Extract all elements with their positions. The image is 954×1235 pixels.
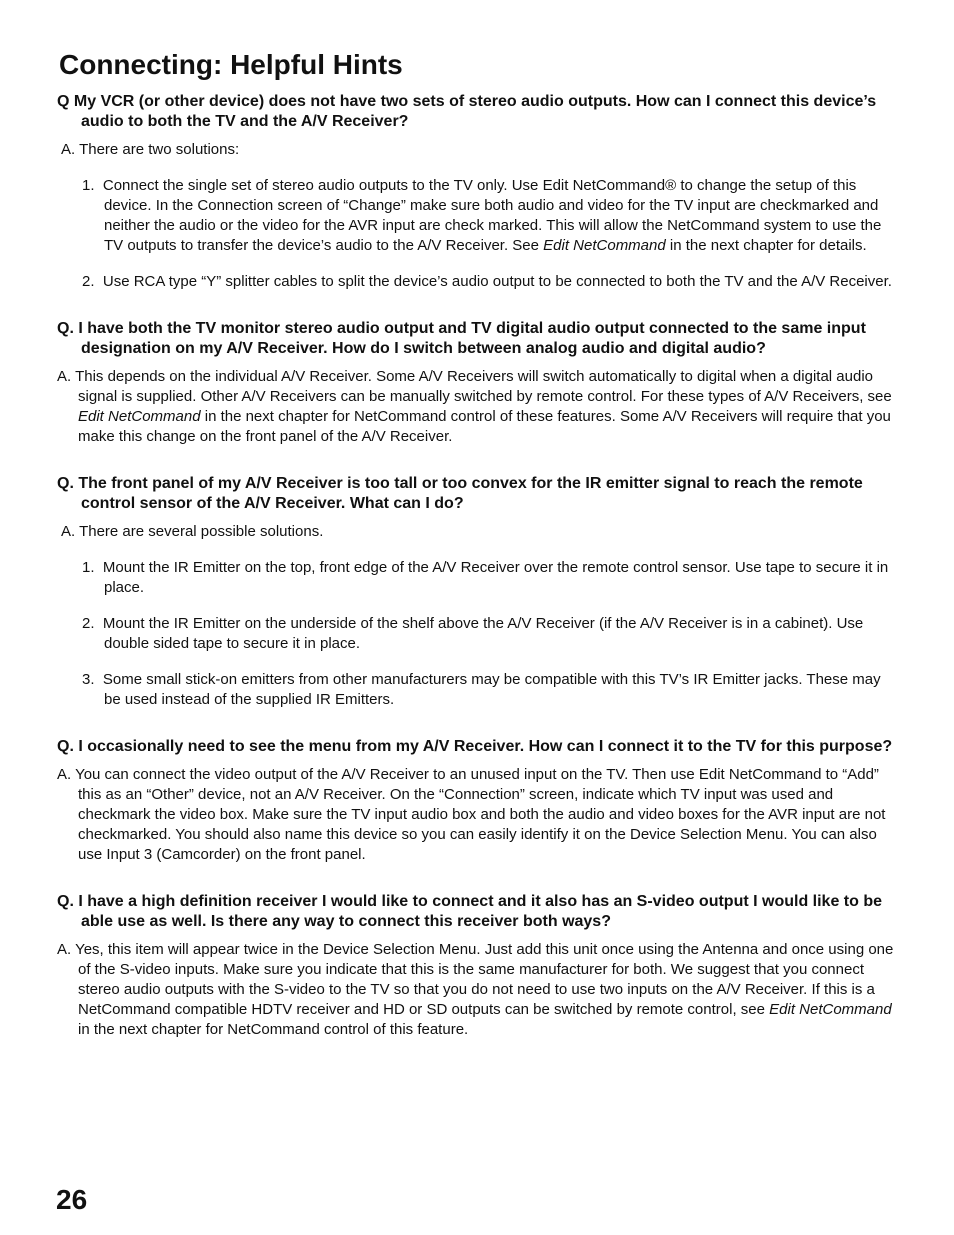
list-number: 1.: [82, 177, 95, 194]
page-title: Connecting: Helpful Hints: [59, 49, 403, 80]
list-number: 1.: [82, 559, 95, 576]
faq-question: Q. The front panel of my A/V Receiver is too tall or too convex for the IR emitter signal to reach the remote control sensor of the A/V Receiver. What can I do?: [57, 475, 863, 512]
answer-text: in the next chapter for NetCommand control of these features. Some A/V Receivers will require that you make this change on the front panel of the A/V Receiver.: [78, 408, 891, 445]
faq-answer: A. You can connect the video output of the A/V Receiver to an unused input on the TV. Then use Edit NetCommand to “Add” this as an “Other” device, not an A/V Receiver. On the “Connection” screen, indicate which TV input was used and checkmark the video box. Make sure the TV input audio box and both the audio and video boxes for the AVR input are not checkmarked. You should also name this device so you can easily identify it on the Device Selection Menu. You can also use Input 3 (Camcorder) on the front panel.: [57, 766, 886, 863]
solution-list: [57, 176, 897, 292]
answer-text: A. Yes, this item will appear twice in the Device Selection Menu. Just add this unit once using the Antenna and once using one of the S-video inputs. Make sure you indicate that this is the same manufacturer for both. We suggest that you connect stereo audio outputs with the S-video to the TV so that you do not need to use two inputs on the A/V Receiver. If this is a NetCommand compatible HDTV receiver and HD or SD outputs can be switched by remote control, see: [57, 941, 894, 1018]
answer-text: in the next chapter for NetCommand control of this feature.: [78, 1021, 469, 1038]
faq-question: Q. I have a high definition receiver I would like to connect and it also has an S-video output I would like to be able use as well. Is there any way to connect this receiver both ways?: [57, 893, 883, 930]
list-number: 3.: [82, 671, 95, 688]
page-number: 26: [56, 1184, 88, 1215]
list-text: in the next chapter for details.: [665, 237, 867, 254]
list-item: [57, 670, 897, 710]
list-item: [57, 558, 897, 598]
faq-item: [57, 737, 897, 865]
faq-answer: A. There are several possible solutions.: [61, 523, 324, 540]
list-text: Use RCA type “Y” splitter cables to split the device’s audio output to be connected to both the TV and the A/V Receiver.: [102, 273, 892, 290]
faq-question: Q My VCR (or other device) does not have two sets of stereo audio outputs. How can I connect this device’s audio to both the TV and the A/V Receiver?: [57, 93, 877, 130]
faq-item: [57, 92, 897, 292]
list-item: [57, 176, 897, 256]
faq-answer: [57, 367, 897, 447]
solution-list: [57, 558, 897, 710]
list-text: Mount the IR Emitter on the top, front edge of the A/V Receiver over the remote control sensor. Use tape to secure it in place.: [102, 559, 889, 596]
faq-answer: A. There are two solutions:: [61, 141, 240, 158]
faq-answer: [57, 940, 897, 1040]
reference-link-text: Edit NetCommand: [78, 408, 201, 425]
faq-item: [57, 892, 897, 1040]
list-text: Connect the single set of stereo audio outputs to the TV only. Use Edit NetCommand® to change the setup of this device. In the Connection screen of “Change” make sure both audio and video for the TV input are checkmarked and neither the audio or the video for the AVR input are check marked. This will allow the NetCommand system to use the TV outputs to transfer the device’s audio to the A/V Receiver. See: [102, 177, 882, 254]
list-number: 2.: [82, 273, 95, 290]
list-text: Mount the IR Emitter on the underside of the shelf above the A/V Receiver (if the A/V Receiver is in a cabinet). Use double sided tape to secure it in place.: [102, 615, 864, 652]
list-number: 2.: [82, 615, 95, 632]
reference-link-text: Edit NetCommand: [543, 237, 666, 254]
list-text: Some small stick-on emitters from other manufacturers may be compatible with this TV’s IR Emitter jacks. These may be used instead of the supplied IR Emitters.: [102, 671, 881, 708]
faq-question: Q. I have both the TV monitor stereo audio output and TV digital audio output connected to the same input designation on my A/V Receiver. How do I switch between analog audio and digital audio?: [57, 320, 866, 357]
answer-text: A. This depends on the individual A/V Receiver. Some A/V Receivers will switch automatically to digital when a digital audio signal is supplied. Other A/V Receivers can be manually switched by remote control. For these types of A/V Receivers, see: [57, 368, 892, 405]
faq-item: [57, 474, 897, 710]
list-item: [57, 614, 897, 654]
list-item: [57, 272, 897, 292]
reference-link-text: Edit NetCommand: [769, 1001, 892, 1018]
faq-content: [57, 92, 897, 1040]
faq-question: Q. I occasionally need to see the menu from my A/V Receiver. How can I connect it to the TV for this purpose?: [57, 738, 893, 755]
faq-item: [57, 319, 897, 447]
